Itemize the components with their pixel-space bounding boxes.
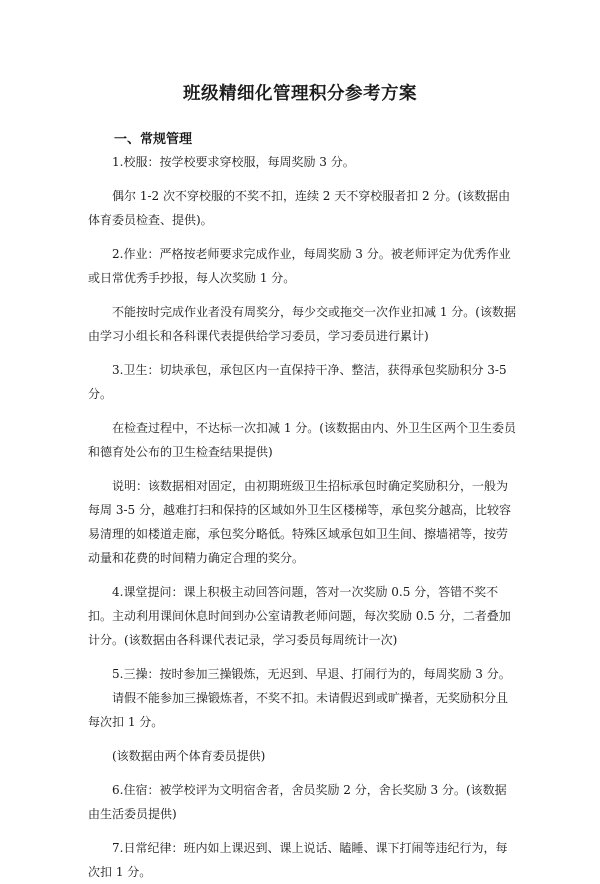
paragraph: 4.课堂提问：课上积极主动回答问题，答对一次奖励 0.5 分，答错不奖不扣。主动利用课间休息时间到办公室请教老师问题，每次奖励 0.5 分，二者叠加计分。(该数据由各科课代表记录，学习委员每周统计一次) xyxy=(88,585,511,647)
section-heading: 一、常规管理 xyxy=(114,132,193,147)
paragraph: 7.日常纪律：班内如上课迟到、课上说话、瞌睡、课下打闹等违纪行为，每次扣 1 分。 xyxy=(88,841,508,879)
document-title: 班级精细化管理积分参考方案 xyxy=(183,84,417,104)
paragraph: 1.校服：按学校要求穿校服，每周奖励 3 分。 xyxy=(112,155,355,169)
paragraph: 在检查过程中，不达标一次扣减 1 分。(该数据由内、外卫生区两个卫生委员和德育处公布的卫生检查结果提供) xyxy=(88,421,516,459)
paragraph: 偶尔 1-2 次不穿校服的不奖不扣，连续 2 天不穿校服者扣 2 分。(该数据由体育委员检查、提供)。 xyxy=(88,189,511,227)
paragraph: 6.住宿：被学校评为文明宿舍者，舍员奖励 2 分，舍长奖励 3 分。(该数据由生活委员提供) xyxy=(88,783,507,821)
paragraph: 5.三操：按时参加三操锻炼，无迟到、早退、打闹行为的，每周奖励 3 分。 xyxy=(112,667,511,681)
document-body xyxy=(88,150,516,884)
paragraph: (该数据由两个体育委员提供) xyxy=(112,749,266,763)
paragraph: 3.卫生：切块承包，承包区内一直保持干净、整洁，获得承包奖励积分 3-5 分。 xyxy=(88,363,507,401)
paragraph: 2.作业：严格按老师要求完成作业，每周奖励 3 分。被老师评定为优秀作业或日常优秀手抄报，每人次奖励 1 分。 xyxy=(88,247,511,285)
paragraph: 说明：该数据相对固定，由初期班级卫生招标承包时确定奖励积分，一般为每周 3-5 分，越难打扫和保持的区域如外卫生区楼梯等，承包奖分越高，比较容易清理的如楼道走廊，承包奖分略低。特殊区域承包如卫生间、擦墙裙等，按劳动量和花费的时间精力确定合理的奖分。 xyxy=(88,479,511,565)
paragraph: 不能按时完成作业者没有周奖分，每少交或拖交一次作业扣减 1 分。(该数据由学习小组长和各科课代表提供给学习委员，学习委员进行累计) xyxy=(88,305,516,343)
paragraph: 请假不能参加三操锻炼者，不奖不扣。未请假迟到或旷操者，无奖励积分且每次扣 1 分。 xyxy=(88,691,509,729)
